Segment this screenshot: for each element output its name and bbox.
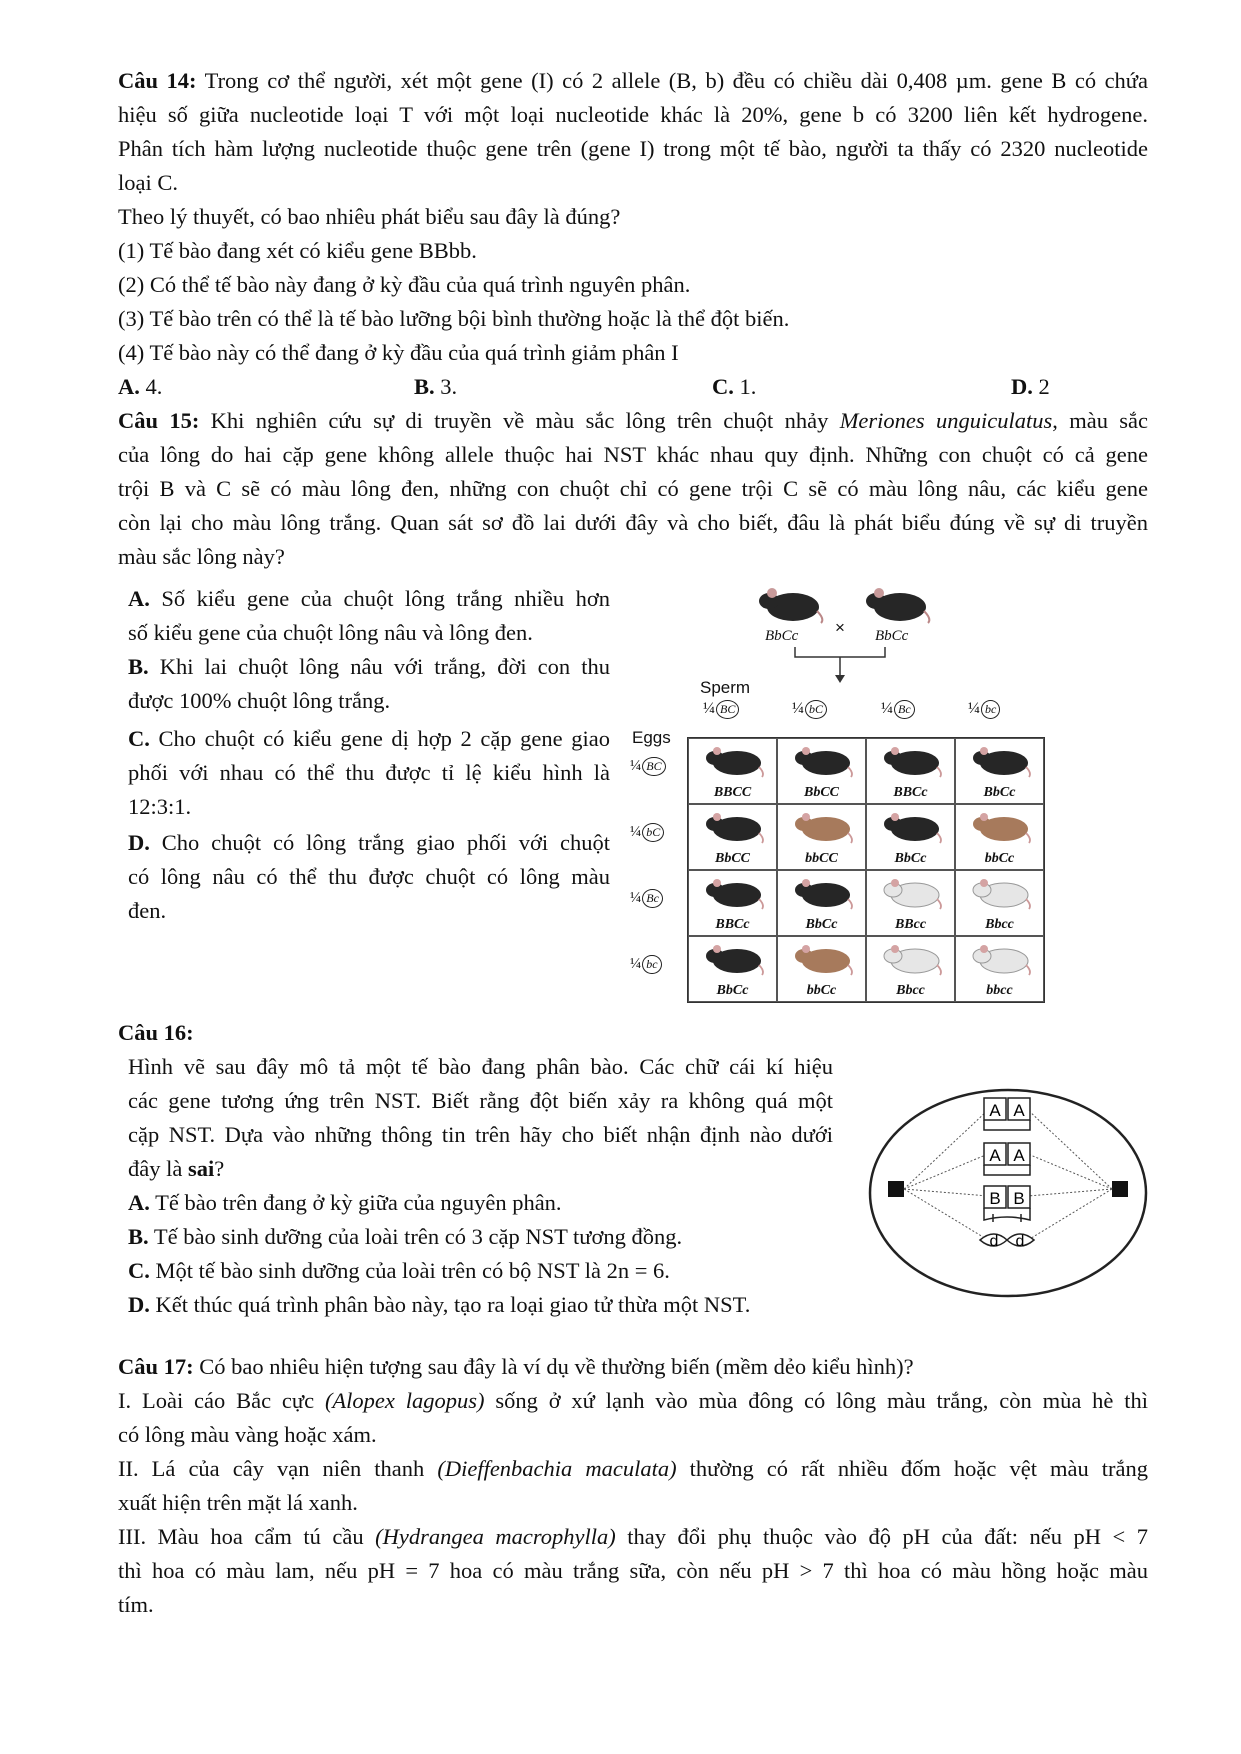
q16-label: Câu 16: (118, 1020, 194, 1045)
punnett-cell-genotype: BBCC (713, 785, 752, 800)
q14-statement-2: (2) Có thể tế bào này đang ở kỳ đầu của quá trình nguyên phân. (118, 272, 691, 297)
q17-item-1-line-2: có lông màu vàng hoặc xám. (118, 1422, 377, 1447)
punnett-cell (777, 738, 866, 804)
punnett-cell (866, 870, 955, 936)
q15-option-c-line-2: phối với nhau có thể thu được tỉ lệ kiểu hình là (128, 760, 610, 785)
mouse-icon (968, 743, 1032, 779)
punnett-cell-genotype: Bbcc (985, 917, 1014, 932)
q15-option-a-line-1: A. Số kiểu gene của chuột lông trắng nhiều hơn (128, 586, 610, 611)
q14-line-3: Phân tích hàm lượng nucleotide thuộc gene trên (gene I) trong một tế bào, người ta thấy có 2320 nucleotide (118, 136, 1148, 161)
cross-symbol: × (835, 618, 845, 637)
q14-option-c: C. 1. (712, 374, 757, 399)
q15-option-c-line-1: C. Cho chuột có kiểu gene dị hợp 2 cặp gene giao (128, 726, 610, 751)
q14-statement-3: (3) Tế bào trên có thể là tế bào lưỡng bội bình thường hoặc là thể đột biến. (118, 306, 790, 331)
punnett-cell (688, 804, 777, 870)
mouse-icon (701, 941, 765, 977)
chromosome-pair-a-2 (984, 1143, 1030, 1175)
egg-gamete-3: ¼ Bc (630, 889, 663, 908)
q15-line-3: trội B và C sẽ có màu lông đen, những con chuột chỉ có gene trội C sẽ có màu lông nâu, các kiểu gene (118, 476, 1148, 501)
q15-option-d-line-2: có lông nâu có thể thu được chuột có lông màu (128, 864, 610, 889)
punnett-cell-genotype: BbCC (803, 785, 839, 800)
parent-mouse-1-icon (755, 585, 825, 625)
q16-line-4: đây là sai? (128, 1156, 225, 1181)
left-centrosome (888, 1181, 904, 1197)
q14-line-2: hiệu số giữa nucleotide loại T với một loại nucleotide khác là 20%, gene b có 3200 liên kết hydrogene. (118, 102, 1148, 127)
q14-prompt: Theo lý thuyết, có bao nhiêu phát biểu sau đây là đúng? (118, 204, 621, 229)
q14-label: Câu 14: (118, 68, 197, 93)
gene-d-label: d (989, 1233, 999, 1250)
parent-2-genotype: BbCc (875, 628, 909, 644)
mouse-icon (968, 875, 1032, 911)
mouse-icon (968, 809, 1032, 845)
q16-line-1: Hình vẽ sau đây mô tả một tế bào đang phân bào. Các chữ cái kí hiệu (128, 1054, 833, 1079)
gene-a-label: A (1013, 1146, 1025, 1165)
q15-line-2: của lông do hai cặp gene không allele thuộc hai NST khác nhau quy định. Những con chuột có cả gene (118, 442, 1148, 467)
sperm-gamete-4: ¼ bc (968, 700, 1000, 719)
punnett-cell (955, 870, 1044, 936)
mouse-icon (790, 743, 854, 779)
punnett-cell (777, 870, 866, 936)
mouse-icon (879, 875, 943, 911)
q16-option-c: C. Một tế bào sinh dưỡng của loài trên có bộ NST là 2n = 6. (128, 1258, 670, 1283)
q15-line-4: còn lại cho màu lông trắng. Quan sát sơ đồ lai dưới đây và cho biết, đâu là phát biểu đúng về sự di truyền (118, 510, 1148, 535)
q17-line-1: Câu 17: Có bao nhiêu hiện tượng sau đây là ví dụ về thường biến (mềm dẻo kiểu hình)? (118, 1354, 914, 1379)
q16-line-2: các gene tương ứng trên NST. Biết rằng đột biến xảy ra không quá một (128, 1088, 833, 1113)
punnett-cell (866, 804, 955, 870)
punnett-cell (777, 936, 866, 1002)
mouse-icon (790, 809, 854, 845)
q15-option-a-line-2: số kiểu gene của chuột lông nâu và lông đen. (128, 620, 533, 645)
q15-line-5: màu sắc lông này? (118, 544, 285, 569)
right-centrosome (1112, 1181, 1128, 1197)
gene-a-label: A (989, 1101, 1001, 1120)
mouse-icon (790, 941, 854, 977)
gene-b-label: B (1013, 1189, 1025, 1208)
cell-division-figure (868, 1088, 1148, 1298)
egg-gamete-4: ¼ bc (630, 955, 662, 974)
punnett-cell-genotype: Bbcc (896, 983, 925, 998)
mouse-icon (701, 743, 765, 779)
mouse-icon (701, 809, 765, 845)
sperm-label: Sperm (700, 678, 751, 697)
mouse-icon (701, 875, 765, 911)
punnett-cell-genotype: bbCc (984, 851, 1015, 866)
q15-option-d-line-1: D. Cho chuột có lông trắng giao phối với chuột (128, 830, 610, 855)
punnett-cell (955, 804, 1044, 870)
q15-option-c-line-3: 12:3:1. (128, 794, 192, 819)
q16-option-d: D. Kết thúc quá trình phân bào này, tạo ra loại giao tử thừa một NST. (128, 1292, 751, 1317)
gene-a-label: A (1013, 1101, 1025, 1120)
chromosome-pair-a-1 (984, 1098, 1030, 1130)
punnett-cell-genotype: BbCC (714, 851, 750, 866)
punnett-cell-genotype: BbCc (983, 785, 1016, 800)
sperm-gamete-2: ¼ bC (792, 700, 827, 719)
q14-statement-1: (1) Tế bào đang xét có kiểu gene BBbb. (118, 238, 477, 263)
egg-gamete-1: ¼ BC (630, 757, 666, 776)
punnett-cell-genotype: BBCc (893, 785, 928, 800)
punnett-cell (866, 738, 955, 804)
q15-option-d-line-3: đen. (128, 898, 167, 923)
parent-1-genotype: BbCc (765, 628, 799, 644)
punnett-cell (688, 936, 777, 1002)
chromosome-pair-d (980, 1233, 1034, 1250)
punnett-cell-genotype: bbcc (986, 983, 1013, 998)
mouse-icon (879, 941, 943, 977)
punnett-cell (866, 936, 955, 1002)
q16-label-line (118, 1016, 194, 1050)
punnett-cell-genotype: bbCC (805, 851, 838, 866)
parent-mouse-2-icon (862, 585, 932, 625)
q16-option-b: B. Tế bào sinh dưỡng của loài trên có 3 cặp NST tương đồng. (128, 1224, 683, 1249)
q14-line-4: loại C. (118, 170, 178, 195)
cross-arrow (790, 645, 890, 685)
q16-option-a: A. Tế bào trên đang ở kỳ giữa của nguyên phân. (128, 1190, 562, 1215)
q17-label: Câu 17: (118, 1354, 194, 1379)
sperm-gamete-3: ¼ Bc (881, 700, 915, 719)
mouse-icon (790, 875, 854, 911)
q17-item-1-line-1: I. Loài cáo Bắc cực (Alopex lagopus) sống ở xứ lạnh vào mùa đông có lông màu trắng, còn mùa hè thì (118, 1388, 1148, 1413)
q16-line-3: cặp NST. Dựa vào những thông tin trên hãy cho biết nhận định nào dưới (128, 1122, 833, 1147)
egg-gamete-2: ¼ bC (630, 823, 664, 842)
punnett-cell (955, 936, 1044, 1002)
punnett-cell-genotype: BbCc (805, 917, 838, 932)
q17-item-3-line-3: tím. (118, 1592, 154, 1617)
q14-statement-4: (4) Tế bào này có thể đang ở kỳ đầu của quá trình giảm phân I (118, 340, 679, 365)
q14-option-b: B. 3. (414, 374, 458, 399)
q15-option-b-line-1: B. Khi lai chuột lông nâu với trắng, đời con thu (128, 654, 610, 679)
mouse-icon (879, 743, 943, 779)
q15-option-b-line-2: được 100% chuột lông trắng. (128, 688, 391, 713)
eggs-label: Eggs (632, 728, 671, 747)
q14-option-a: A. 4. (118, 374, 163, 399)
q17-item-2-line-1: II. Lá của cây vạn niên thanh (Dieffenbachia maculata) thường có rất nhiều đốm hoặc vệt màu trắng (118, 1456, 1149, 1481)
punnett-cell-genotype: BbCc (716, 983, 749, 998)
q17-item-3-line-2: thì hoa có màu lam, nếu pH = 7 hoa có màu trắng sữa, còn nếu pH > 7 thì hoa có màu hồng hoặc màu (118, 1558, 1148, 1583)
q14-option-d: D. 2 (1011, 374, 1050, 399)
q17-item-3-line-1: III. Màu hoa cẩm tú cầu (Hydrangea macrophylla) thay đổi phụ thuộc vào độ pH của đất: nếu pH < 7 (118, 1524, 1148, 1549)
punnett-cell (777, 804, 866, 870)
q14-line-1: Câu 14: Trong cơ thể người, xét một gene (I) có 2 allele (B, b) đều có chiều dài 0,408 µm. gene B có chứa (118, 68, 1148, 93)
gene-a-label: A (989, 1146, 1001, 1165)
punnett-cell-genotype: bbCc (806, 983, 837, 998)
mouse-icon (968, 941, 1032, 977)
punnett-grid (687, 737, 1045, 1003)
punnett-cell (955, 738, 1044, 804)
punnett-cell (688, 870, 777, 936)
chromosome-pair-b (984, 1186, 1030, 1222)
gene-d-label: d (1015, 1233, 1025, 1250)
sperm-gamete-1: ¼ BC (703, 700, 739, 719)
punnett-cell-genotype: BBCc (715, 917, 750, 932)
punnett-cell-genotype: BbCc (894, 851, 927, 866)
punnett-cell-genotype: BBcc (894, 917, 927, 932)
punnett-cell (688, 738, 777, 804)
q15-line-1: Câu 15: Khi nghiên cứu sự di truyền về màu sắc lông trên chuột nhảy Meriones unguiculatus, màu sắc (118, 408, 1148, 433)
mouse-icon (879, 809, 943, 845)
q15-label: Câu 15: (118, 408, 200, 433)
gene-b-label: B (989, 1189, 1001, 1208)
q17-item-2-line-2: xuất hiện trên mặt lá xanh. (118, 1490, 358, 1515)
